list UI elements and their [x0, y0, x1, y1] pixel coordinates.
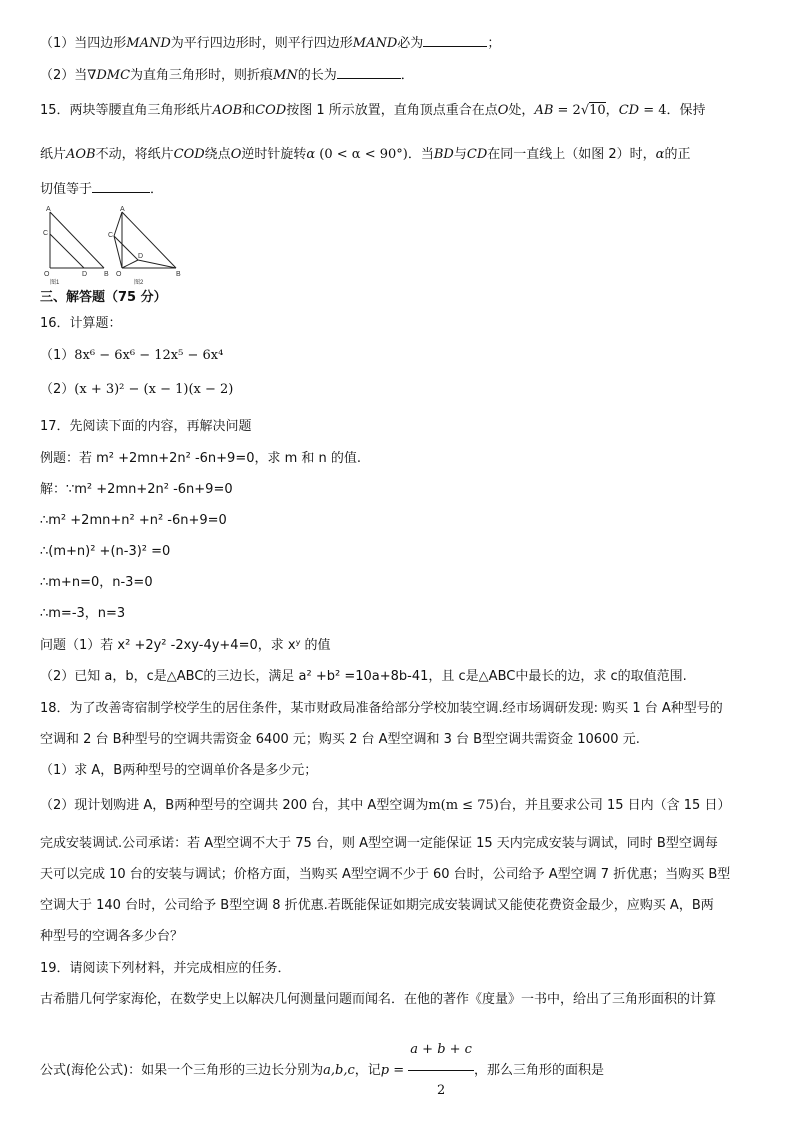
text: ， — [605, 103, 619, 118]
seg-OD — [122, 260, 138, 268]
seg-DB — [138, 260, 176, 268]
seg-CD — [50, 234, 84, 268]
text: （2）当 — [40, 68, 88, 83]
expression: (x + 3)² − (x − 1)(x − 2) — [74, 382, 234, 397]
text: 15．两块等腰直角三角形纸片 — [40, 103, 213, 118]
var: CD — [618, 103, 640, 118]
text: ．当 — [407, 147, 434, 162]
text: 在同一直线上（如图 2）时， — [487, 147, 656, 162]
label-C: C — [108, 232, 114, 239]
text: ，记 — [354, 1063, 381, 1078]
q17-step4: ∴m+n=0，n-3=0 — [40, 575, 153, 590]
q18-line2: 空调和 2 台 B种型号的空调共需资金 6400 元；购买 2 台 A型空调和 3 台 B型空调共需资金 10600 元. — [40, 732, 640, 747]
q18-line5: 完成安装调试.公司承诺：若 A型空调不大于 75 台，则 A型空调一定能保证 15 天内完成安装与调试，同时 B型空调每 — [40, 836, 718, 851]
answer-blank[interactable] — [337, 66, 401, 79]
label-O: O — [116, 271, 122, 278]
caption-fig2: 图2 — [134, 280, 144, 286]
answer-blank[interactable] — [423, 34, 487, 47]
q14-part2 — [40, 66, 758, 85]
q18-line1: 18．为了改善寄宿制学校学生的居住条件，某市财政局准备给部分学校加装空调.经市场调研发现: 购买 1 台 A种型号的 — [40, 701, 723, 716]
q17-step2: ∴m² +2mn+n² +n² -6n+9=0 — [40, 513, 227, 528]
q17-question1: 问题（1）若 x² +2y² -2xy-4y+4=0，求 xʸ 的值 — [40, 638, 331, 653]
seg-AC — [114, 212, 122, 236]
text: 按图 1 所示放置，直角顶点重合在点 — [286, 103, 498, 118]
seg-AB — [122, 212, 176, 268]
var: CD — [466, 147, 488, 162]
q18-line3: （1）求 A，B两种型号的空调单价各是多少元； — [40, 763, 318, 778]
q15-line2 — [40, 144, 758, 166]
text: 与 — [453, 147, 467, 162]
q17-step1: 解：∵m² +2mn+2n² -6n+9=0 — [40, 482, 233, 497]
seg-OC — [114, 236, 122, 268]
seg-AB — [50, 212, 104, 268]
var-mand: MAND — [352, 36, 398, 51]
q15-figures — [36, 204, 196, 286]
var-abc: a,b,c — [323, 1063, 355, 1078]
figure-1 — [50, 212, 104, 268]
var-mand: MAND — [126, 36, 171, 51]
q17-step5: ∴m=-3，n=3 — [40, 606, 126, 621]
label-B: B — [176, 271, 181, 278]
text: 不动，将纸片 — [95, 147, 174, 162]
q18-line7: 空调大于 140 台时，公司给予 B型空调 8 折优惠.若既能保证如期完成安装调试又能使花费资金最少，应购买 A，B两 — [40, 898, 714, 913]
q18-line6: 天可以完成 10 台的安装与调试；价格方面，当购买 A型空调不少于 60 台时，公司给予 A型空调 7 折优惠；当购买 B型 — [40, 867, 731, 882]
q18-line4 — [40, 797, 758, 815]
var: O — [230, 147, 242, 162]
text: 逆时针旋转 — [241, 147, 307, 162]
q19-line1: 古希腊几何学家海伦，在数学史上以解决几何测量问题而闻名．在他的著作《度量》一书中，给出了三角形面积的计算 — [40, 992, 717, 1007]
var-mn: MN — [273, 68, 298, 83]
q18-line8: 种型号的空调各多少台？ — [40, 929, 184, 944]
text: ． — [150, 182, 164, 197]
expression: m(m ≤ 75) — [428, 798, 499, 813]
q16-part2 — [40, 381, 758, 399]
math: = 4 — [639, 103, 667, 118]
var: BD — [433, 147, 454, 162]
text: 为直角三角形时，则折痕 — [130, 68, 274, 83]
q15-line1 — [40, 100, 758, 122]
text: 纸片 — [40, 147, 67, 162]
text: （1）当四边形 — [40, 36, 127, 51]
sqrt-value: 10 — [589, 103, 606, 118]
var-p: p = — [380, 1063, 405, 1078]
label-A: A — [46, 206, 51, 213]
text: 的正 — [664, 147, 691, 162]
var: α — [306, 147, 316, 162]
text: 必为 — [397, 36, 424, 51]
text: （2）现计划购进 A，B两种型号的空调共 200 台，其中 A型空调为 — [40, 798, 429, 813]
label-B: B — [104, 271, 109, 278]
caption-fig1: 图1 — [50, 280, 60, 286]
q17-title: 17．先阅读下面的内容，再解决问题 — [40, 419, 252, 434]
text: ； — [487, 36, 501, 51]
q17-example: 例题：若 m² +2mn+2n² -6n+9=0，求 m 和 n 的值. — [40, 451, 362, 466]
var: O — [497, 103, 509, 118]
text: ．保持 — [666, 103, 706, 118]
var: AB — [534, 103, 554, 118]
label-C: C — [43, 230, 49, 237]
sqrt-symbol: √ — [580, 103, 590, 118]
text: 公式(海伦公式)：如果一个三角形的三边长分别为 — [40, 1063, 324, 1078]
denominator: 2 — [436, 1083, 446, 1098]
section-title: 三、解答题（75 分） — [40, 290, 167, 305]
var: AOB — [66, 147, 96, 162]
fraction — [408, 1030, 474, 1111]
var: α — [655, 147, 665, 162]
figure-2 — [114, 212, 176, 268]
text: 为平行四边形时，则平行四边形 — [170, 36, 353, 51]
text: 处， — [508, 103, 535, 118]
text: 的长为 — [297, 68, 337, 83]
q17-question2: （2）已知 a，b，c是△ABC的三边长，满足 a² +b² =10a+8b-41，且 c是△ABC中最长的边，求 c的取值范围. — [40, 669, 687, 684]
label-A: A — [120, 206, 125, 213]
text: 台，并且要求公司 15 日内（含 15 日） — [498, 798, 731, 813]
text: 和 — [242, 103, 256, 118]
q14-part1 — [40, 34, 758, 53]
expression: 8x⁶ − 6x⁶ − 12x⁵ − 6x⁴ — [74, 348, 224, 363]
label-D: D — [82, 271, 88, 278]
q16-title: 16．计算题： — [40, 316, 122, 331]
q19-title: 19．请阅读下列材料，并完成相应的任务． — [40, 961, 291, 976]
answer-blank[interactable] — [92, 180, 150, 193]
numerator: a + b + c — [408, 1030, 474, 1071]
math: = 2 — [553, 103, 581, 118]
math: (0 < α < 90°) — [319, 147, 408, 162]
q19-line2 — [40, 1030, 758, 1111]
text: ，那么三角形的面积是 — [473, 1063, 604, 1078]
q15-line3 — [40, 180, 758, 199]
text: 绕点 — [204, 147, 231, 162]
seg-CD — [114, 236, 138, 260]
var: COD — [255, 103, 287, 118]
var-dmc: ∇DMC — [87, 68, 131, 83]
text: （2） — [40, 382, 75, 397]
text: （1） — [40, 348, 75, 363]
label-O: O — [44, 271, 50, 278]
q17-step3: ∴(m+n)² +(n-3)² =0 — [40, 544, 171, 559]
q16-part1 — [40, 347, 758, 365]
text: 切值等于 — [40, 182, 93, 197]
label-D: D — [138, 253, 144, 260]
var: COD — [173, 147, 205, 162]
var: AOB — [212, 103, 243, 118]
text: ． — [400, 68, 414, 83]
